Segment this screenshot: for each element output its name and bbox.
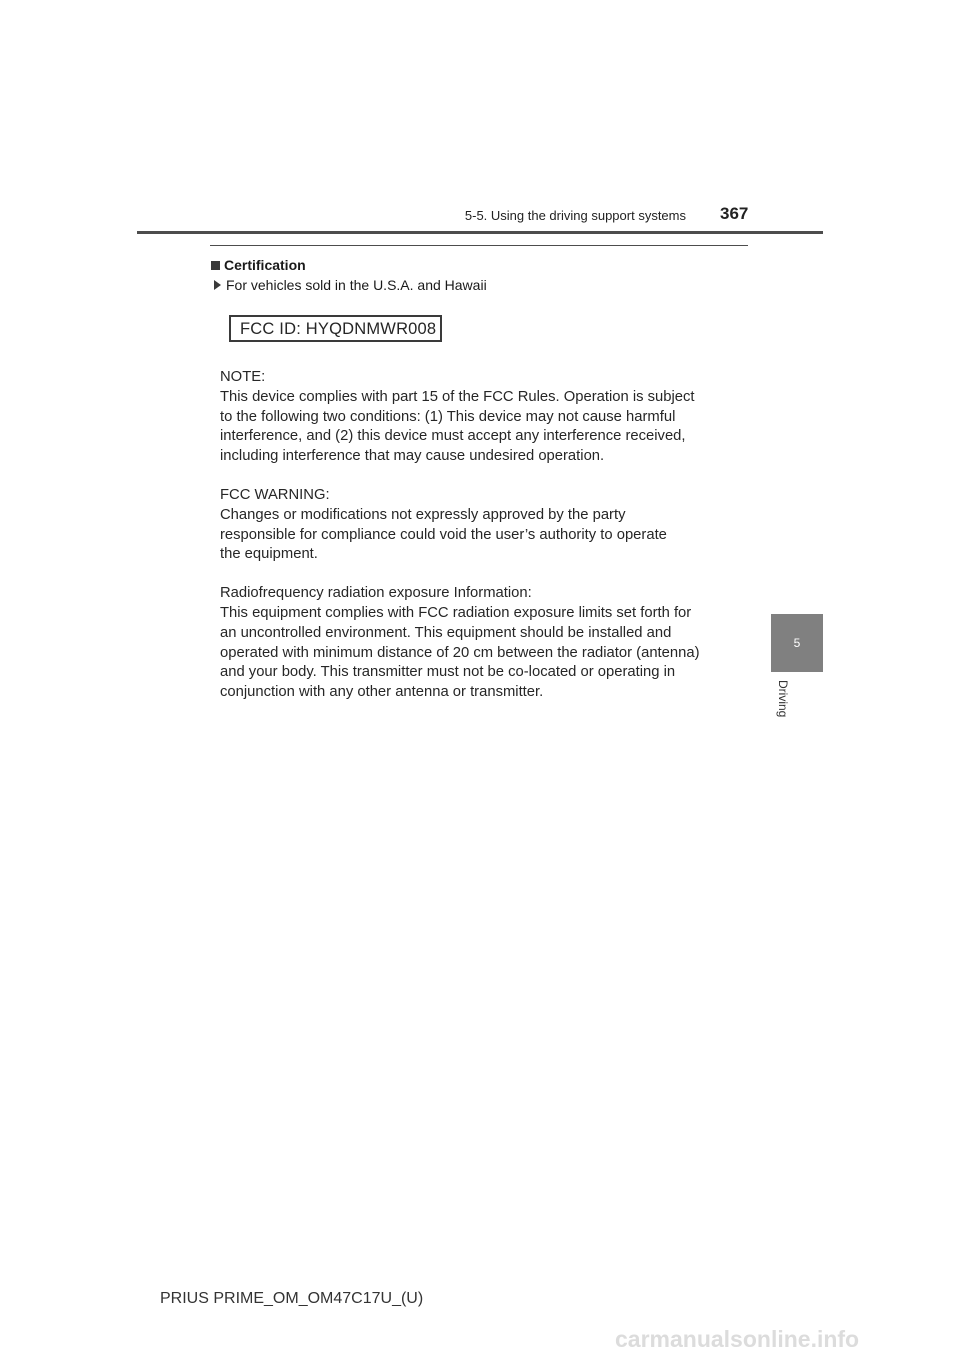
chapter-label: Driving — [776, 680, 790, 718]
section-title-text: Certification — [224, 257, 306, 273]
chapter-tab — [771, 614, 823, 672]
footer-doc-code: PRIUS PRIME_OM_OM47C17U_(U) — [160, 1290, 424, 1307]
watermark: carmanualsonline.info — [615, 1326, 860, 1352]
region-bullet-text: For vehicles sold in the U.S.A. and Hawaii — [226, 277, 487, 293]
rf-exposure-paragraph: Radiofrequency radiation exposure Information: This equipment complies with FCC radiation exposure limits set forth for an uncontrolled environment. This equipment should be installed and operated with minimum distance of 20 cm between the radiator (antenna) and your body. This transmitter must not be co-located or operating in conjunction with any other antenna or transmitter. — [220, 585, 700, 701]
section-heading — [211, 257, 306, 273]
region-bullet — [214, 277, 487, 293]
warning-paragraph: FCC WARNING: Changes or modifications not expressly approved by the party responsible for compliance could void the user’s authority to operate the equipment. — [220, 486, 667, 563]
square-bullet-icon — [211, 261, 220, 270]
chapter-number: 5 — [793, 636, 801, 650]
certification-label — [220, 315, 745, 722]
section-rule — [210, 245, 748, 246]
note-paragraph: NOTE: This device complies with part 15 of the FCC Rules. Operation is subject to the following two conditions: (1) This device may not cause harmful interference, and (2) this device must accept any interference received, including interference that may cause undesired operation. — [220, 369, 695, 465]
fcc-id-box: FCC ID: HYQDNMWR008 — [229, 315, 442, 342]
header-rule — [137, 231, 823, 234]
running-header: 5-5. Using the driving support systems — [464, 208, 686, 223]
page-number: 367 — [720, 204, 749, 223]
triangle-bullet-icon — [214, 280, 221, 290]
